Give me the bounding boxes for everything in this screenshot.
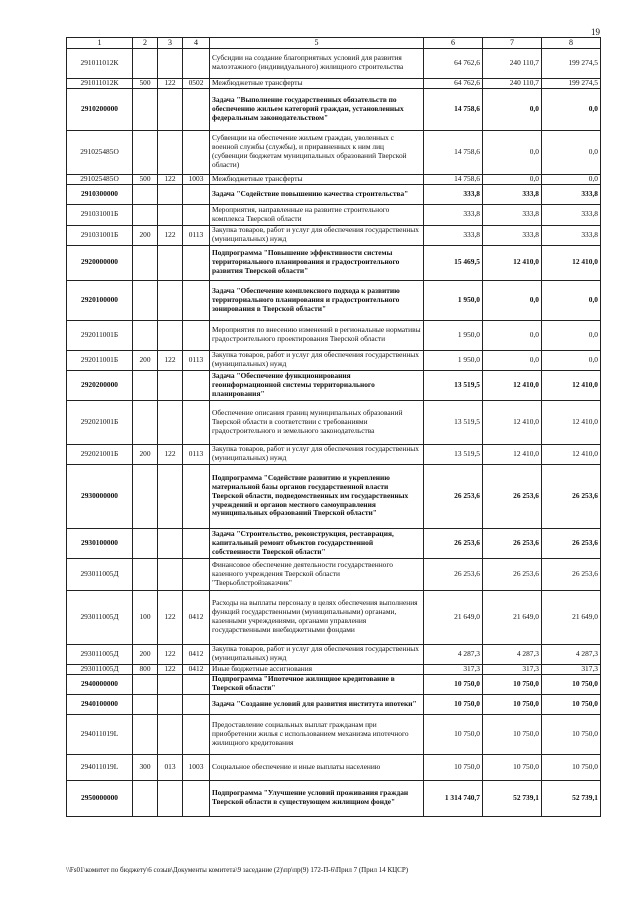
row-value-7: 333,8 xyxy=(483,204,542,225)
table-row xyxy=(67,245,601,280)
row-code: 291025485О xyxy=(67,174,133,184)
table-row xyxy=(67,204,601,225)
row-col4 xyxy=(183,780,210,816)
table-row xyxy=(67,664,601,674)
row-col2 xyxy=(133,184,158,204)
row-value-7: 12 410,0 xyxy=(483,444,542,464)
table-row xyxy=(67,400,601,444)
row-value-7: 12 410,0 xyxy=(483,370,542,400)
file-path-footer: \\Fs01\комитет по бюджету\6 созыв\Документы комитета\9 заседание (2)\пр\пр(9) 172-П-6\Прил 7 (Прил 14 КЦСР) xyxy=(66,866,409,874)
row-value-6: 14 758,6 xyxy=(424,174,483,184)
row-code: 292011001Б xyxy=(67,320,133,350)
row-code: 291011012К xyxy=(67,48,133,78)
row-code: 292021001Б xyxy=(67,400,133,444)
row-value-8: 52 739,1 xyxy=(542,780,601,816)
row-value-6: 10 750,0 xyxy=(424,674,483,694)
row-description: Мероприятия, направленные на развитие строительного комплекса Тверской области xyxy=(210,204,424,225)
row-col3 xyxy=(158,558,183,590)
row-col2 xyxy=(133,464,158,528)
table-row xyxy=(67,754,601,780)
row-value-6: 10 750,0 xyxy=(424,714,483,754)
row-value-8: 333,8 xyxy=(542,204,601,225)
row-description: Расходы на выплаты персоналу в целях обеспечения выполнения функций государственными (муниципальными) органами, казенными учреждениями, органами управления государственными внебюджетными фондами xyxy=(210,590,424,644)
row-code: 293011005Д xyxy=(67,558,133,590)
row-value-8: 333,8 xyxy=(542,184,601,204)
table-row xyxy=(67,184,601,204)
table-row xyxy=(67,225,601,245)
row-value-8: 12 410,0 xyxy=(542,245,601,280)
row-value-6: 4 287,3 xyxy=(424,644,483,664)
row-value-8: 0,0 xyxy=(542,130,601,174)
table-row xyxy=(67,558,601,590)
column-header-1: 1 xyxy=(67,38,133,49)
row-col2 xyxy=(133,400,158,444)
row-value-8: 0,0 xyxy=(542,320,601,350)
table-row xyxy=(67,78,601,88)
table-row xyxy=(67,174,601,184)
row-code: 2940100000 xyxy=(67,694,133,714)
row-col2: 200 xyxy=(133,350,158,370)
table-body xyxy=(67,48,601,816)
row-value-6: 317,3 xyxy=(424,664,483,674)
row-value-6: 13 519,5 xyxy=(424,370,483,400)
row-value-7: 26 253,6 xyxy=(483,558,542,590)
row-value-6: 333,8 xyxy=(424,204,483,225)
row-code: 293011005Д xyxy=(67,644,133,664)
row-value-7: 21 649,0 xyxy=(483,590,542,644)
row-description: Иные бюджетные ассигнования xyxy=(210,664,424,674)
row-col4: 0502 xyxy=(183,78,210,88)
row-col4 xyxy=(183,674,210,694)
table-row xyxy=(67,320,601,350)
row-value-6: 14 758,6 xyxy=(424,130,483,174)
row-description: Социальное обеспечение и иные выплаты населению xyxy=(210,754,424,780)
row-value-6: 1 314 740,7 xyxy=(424,780,483,816)
row-value-7: 0,0 xyxy=(483,280,542,320)
row-col2 xyxy=(133,370,158,400)
row-value-6: 333,8 xyxy=(424,184,483,204)
row-col3 xyxy=(158,370,183,400)
row-col4 xyxy=(183,245,210,280)
row-value-6: 21 649,0 xyxy=(424,590,483,644)
column-header-8: 8 xyxy=(542,38,601,49)
row-col2 xyxy=(133,320,158,350)
row-code: 294011019L xyxy=(67,714,133,754)
row-description: Обеспечение описания границ муниципальных образований Тверской области в соответствии с требованиями градостроительного и земельного законодательства xyxy=(210,400,424,444)
row-value-6: 13 519,5 xyxy=(424,400,483,444)
row-col3 xyxy=(158,464,183,528)
row-description: Подпрограмма "Ипотечное жилищное кредитование в Тверской области" xyxy=(210,674,424,694)
row-value-7: 12 410,0 xyxy=(483,245,542,280)
budget-table xyxy=(66,37,601,817)
row-description: Закупка товаров, работ и услуг для обеспечения государственных (муниципальных) нужд xyxy=(210,644,424,664)
row-col4 xyxy=(183,528,210,558)
table-row xyxy=(67,780,601,816)
table-row xyxy=(67,714,601,754)
row-value-8: 10 750,0 xyxy=(542,754,601,780)
row-col4 xyxy=(183,204,210,225)
row-value-6: 26 253,6 xyxy=(424,558,483,590)
row-value-8: 10 750,0 xyxy=(542,674,601,694)
column-header-5: 5 xyxy=(210,38,424,49)
row-col4 xyxy=(183,464,210,528)
row-col3 xyxy=(158,130,183,174)
row-col2 xyxy=(133,528,158,558)
row-col4: 0412 xyxy=(183,644,210,664)
row-description: Субсидии на создание благоприятных условий для развития малоэтажного (индивидуального) жилищного строительства xyxy=(210,48,424,78)
row-value-8: 333,8 xyxy=(542,225,601,245)
row-value-7: 10 750,0 xyxy=(483,754,542,780)
row-col3 xyxy=(158,320,183,350)
row-col2 xyxy=(133,48,158,78)
row-value-8: 10 750,0 xyxy=(542,694,601,714)
row-code: 294011019L xyxy=(67,754,133,780)
row-description: Подпрограмма "Содействие развитию и укреплению материальной базы органов государственной власти Тверской области, подведомственных им государственных учреждений и органов местного самоуправления муниципальных образований Тверской области" xyxy=(210,464,424,528)
row-code: 292011001Б xyxy=(67,350,133,370)
row-description: Межбюджетные трансферты xyxy=(210,174,424,184)
row-value-8: 26 253,6 xyxy=(542,528,601,558)
row-code: 293011005Д xyxy=(67,590,133,644)
row-description: Задача "Строительство, реконструкция, реставрация, капитальный ремонт объектов государственной собственности Тверской области" xyxy=(210,528,424,558)
row-col2 xyxy=(133,280,158,320)
column-header-2: 2 xyxy=(133,38,158,49)
row-value-7: 0,0 xyxy=(483,130,542,174)
row-description: Межбюджетные трансферты xyxy=(210,78,424,88)
row-col2 xyxy=(133,714,158,754)
row-value-7: 10 750,0 xyxy=(483,674,542,694)
row-value-6: 10 750,0 xyxy=(424,694,483,714)
row-value-8: 21 649,0 xyxy=(542,590,601,644)
row-col4: 0412 xyxy=(183,590,210,644)
row-col3 xyxy=(158,245,183,280)
row-col2: 300 xyxy=(133,754,158,780)
row-value-8: 12 410,0 xyxy=(542,370,601,400)
column-header-4: 4 xyxy=(183,38,210,49)
row-col3 xyxy=(158,48,183,78)
row-value-8: 12 410,0 xyxy=(542,444,601,464)
row-col3 xyxy=(158,400,183,444)
row-value-7: 26 253,6 xyxy=(483,528,542,558)
row-value-7: 240 110,7 xyxy=(483,78,542,88)
row-value-7: 10 750,0 xyxy=(483,694,542,714)
table-row xyxy=(67,350,601,370)
row-value-8: 317,3 xyxy=(542,664,601,674)
row-col4 xyxy=(183,88,210,130)
row-code: 2910300000 xyxy=(67,184,133,204)
row-description: Задача "Обеспечение функционирования геоинформационной системы территориального планирования" xyxy=(210,370,424,400)
column-header-7: 7 xyxy=(483,38,542,49)
row-value-6: 333,8 xyxy=(424,225,483,245)
row-col2: 200 xyxy=(133,225,158,245)
row-col3 xyxy=(158,694,183,714)
row-code: 2940000000 xyxy=(67,674,133,694)
row-col4 xyxy=(183,400,210,444)
row-code: 291011012К xyxy=(67,78,133,88)
row-description: Подпрограмма "Улучшение условий проживания граждан Тверской области в существующем жилищном фонде" xyxy=(210,780,424,816)
row-value-6: 14 758,6 xyxy=(424,88,483,130)
row-value-6: 64 762,6 xyxy=(424,48,483,78)
row-col3 xyxy=(158,780,183,816)
table-row xyxy=(67,370,601,400)
row-value-8: 26 253,6 xyxy=(542,558,601,590)
row-description: Мероприятия по внесению изменений в региональные нормативы градостроительного проектирования Тверской области xyxy=(210,320,424,350)
column-header-3: 3 xyxy=(158,38,183,49)
row-col4: 0113 xyxy=(183,444,210,464)
row-value-7: 26 253,6 xyxy=(483,464,542,528)
row-col4: 0113 xyxy=(183,225,210,245)
row-col3: 122 xyxy=(158,78,183,88)
row-col2 xyxy=(133,88,158,130)
row-col3 xyxy=(158,528,183,558)
row-code: 291025485О xyxy=(67,130,133,174)
row-col4 xyxy=(183,280,210,320)
row-code: 293011005Д xyxy=(67,664,133,674)
row-col2: 100 xyxy=(133,590,158,644)
row-code: 291031001Б xyxy=(67,204,133,225)
row-value-6: 15 469,5 xyxy=(424,245,483,280)
row-col4 xyxy=(183,694,210,714)
row-col2 xyxy=(133,245,158,280)
row-col3 xyxy=(158,88,183,130)
row-col4 xyxy=(183,370,210,400)
row-col2 xyxy=(133,130,158,174)
row-value-6: 10 750,0 xyxy=(424,754,483,780)
row-col3: 122 xyxy=(158,590,183,644)
table-row xyxy=(67,674,601,694)
row-description: Закупка товаров, работ и услуг для обеспечения государственных (муниципальных) нужд xyxy=(210,444,424,464)
row-code: 2950000000 xyxy=(67,780,133,816)
table-row xyxy=(67,528,601,558)
row-col4: 0412 xyxy=(183,664,210,674)
row-value-6: 1 950,0 xyxy=(424,280,483,320)
table-row xyxy=(67,280,601,320)
row-value-8: 199 274,5 xyxy=(542,78,601,88)
row-value-7: 0,0 xyxy=(483,350,542,370)
row-col4 xyxy=(183,130,210,174)
row-description: Задача "Создание условий для развития института ипотеки" xyxy=(210,694,424,714)
row-value-7: 52 739,1 xyxy=(483,780,542,816)
column-header-6: 6 xyxy=(424,38,483,49)
row-col3 xyxy=(158,184,183,204)
row-value-7: 0,0 xyxy=(483,174,542,184)
header-row xyxy=(67,38,601,49)
row-description: Финансовое обеспечение деятельности государственного казенного учреждения Тверской области "Тверьоблстройзаказчик" xyxy=(210,558,424,590)
row-col4: 1003 xyxy=(183,174,210,184)
row-col3: 122 xyxy=(158,350,183,370)
row-description: Подпрограмма "Повышение эффективности системы территориального планирования и градостроительного развития Тверской области" xyxy=(210,245,424,280)
row-value-8: 10 750,0 xyxy=(542,714,601,754)
row-col2 xyxy=(133,558,158,590)
row-code: 2930000000 xyxy=(67,464,133,528)
row-col4: 1003 xyxy=(183,754,210,780)
row-description: Предоставление социальных выплат гражданам при приобретении жилья с использованием механизма ипотечного жилищного кредитования xyxy=(210,714,424,754)
row-value-8: 0,0 xyxy=(542,280,601,320)
row-col4 xyxy=(183,558,210,590)
row-col2 xyxy=(133,674,158,694)
row-description: Закупка товаров, работ и услуг для обеспечения государственных (муниципальных) нужд xyxy=(210,350,424,370)
row-description: Субвенции на обеспечение жильем граждан, уволенных с военной службы (службы), и приравненных к ним лиц (субвенции бюджетам муниципальных образований Тверской области) xyxy=(210,130,424,174)
row-value-7: 240 110,7 xyxy=(483,48,542,78)
row-description: Задача "Выполнение государственных обязательств по обеспечению жильем категорий граждан, установленных федеральным законодательством" xyxy=(210,88,424,130)
row-value-8: 0,0 xyxy=(542,174,601,184)
row-value-6: 26 253,6 xyxy=(424,528,483,558)
row-col3 xyxy=(158,714,183,754)
row-col3: 122 xyxy=(158,444,183,464)
row-value-6: 64 762,6 xyxy=(424,78,483,88)
page-number: 19 xyxy=(591,27,600,37)
row-col2 xyxy=(133,780,158,816)
row-value-7: 317,3 xyxy=(483,664,542,674)
row-col4 xyxy=(183,714,210,754)
row-code: 291031001Б xyxy=(67,225,133,245)
row-description: Задача "Обеспечение комплексного подхода к развитию территориального планирования и градостроительного зонирования в Тверской области" xyxy=(210,280,424,320)
row-value-7: 4 287,3 xyxy=(483,644,542,664)
row-value-8: 4 287,3 xyxy=(542,644,601,664)
table-row xyxy=(67,590,601,644)
row-col3: 122 xyxy=(158,225,183,245)
row-code: 2920200000 xyxy=(67,370,133,400)
table-row xyxy=(67,464,601,528)
table-row xyxy=(67,88,601,130)
row-value-8: 0,0 xyxy=(542,350,601,370)
row-code: 2910200000 xyxy=(67,88,133,130)
row-description: Закупка товаров, работ и услуг для обеспечения государственных (муниципальных) нужд xyxy=(210,225,424,245)
row-code: 2920100000 xyxy=(67,280,133,320)
row-col3: 122 xyxy=(158,174,183,184)
row-col3: 122 xyxy=(158,644,183,664)
row-code: 292021001Б xyxy=(67,444,133,464)
row-col4 xyxy=(183,184,210,204)
row-col4 xyxy=(183,320,210,350)
row-value-7: 0,0 xyxy=(483,320,542,350)
row-col2 xyxy=(133,694,158,714)
row-col2: 500 xyxy=(133,174,158,184)
row-value-7: 12 410,0 xyxy=(483,400,542,444)
row-value-6: 1 950,0 xyxy=(424,350,483,370)
row-value-6: 26 253,6 xyxy=(424,464,483,528)
row-value-8: 26 253,6 xyxy=(542,464,601,528)
row-col3: 013 xyxy=(158,754,183,780)
row-value-7: 333,8 xyxy=(483,184,542,204)
table-row xyxy=(67,48,601,78)
table-row xyxy=(67,644,601,664)
row-col4: 0113 xyxy=(183,350,210,370)
row-value-7: 333,8 xyxy=(483,225,542,245)
row-col2: 200 xyxy=(133,444,158,464)
table-row xyxy=(67,444,601,464)
row-value-6: 13 519,5 xyxy=(424,444,483,464)
row-code: 2930100000 xyxy=(67,528,133,558)
row-col2: 200 xyxy=(133,644,158,664)
row-col3: 122 xyxy=(158,664,183,674)
table-row xyxy=(67,130,601,174)
row-value-8: 199 274,5 xyxy=(542,48,601,78)
row-col3 xyxy=(158,280,183,320)
row-value-7: 10 750,0 xyxy=(483,714,542,754)
row-col2: 800 xyxy=(133,664,158,674)
row-col2 xyxy=(133,204,158,225)
table-row xyxy=(67,694,601,714)
row-value-7: 0,0 xyxy=(483,88,542,130)
row-value-8: 12 410,0 xyxy=(542,400,601,444)
row-value-8: 0,0 xyxy=(542,88,601,130)
row-code: 2920000000 xyxy=(67,245,133,280)
row-col4 xyxy=(183,48,210,78)
row-col3 xyxy=(158,674,183,694)
row-description: Задача "Содействие повышению качества строительства" xyxy=(210,184,424,204)
row-col2: 500 xyxy=(133,78,158,88)
row-value-6: 1 950,0 xyxy=(424,320,483,350)
row-col3 xyxy=(158,204,183,225)
